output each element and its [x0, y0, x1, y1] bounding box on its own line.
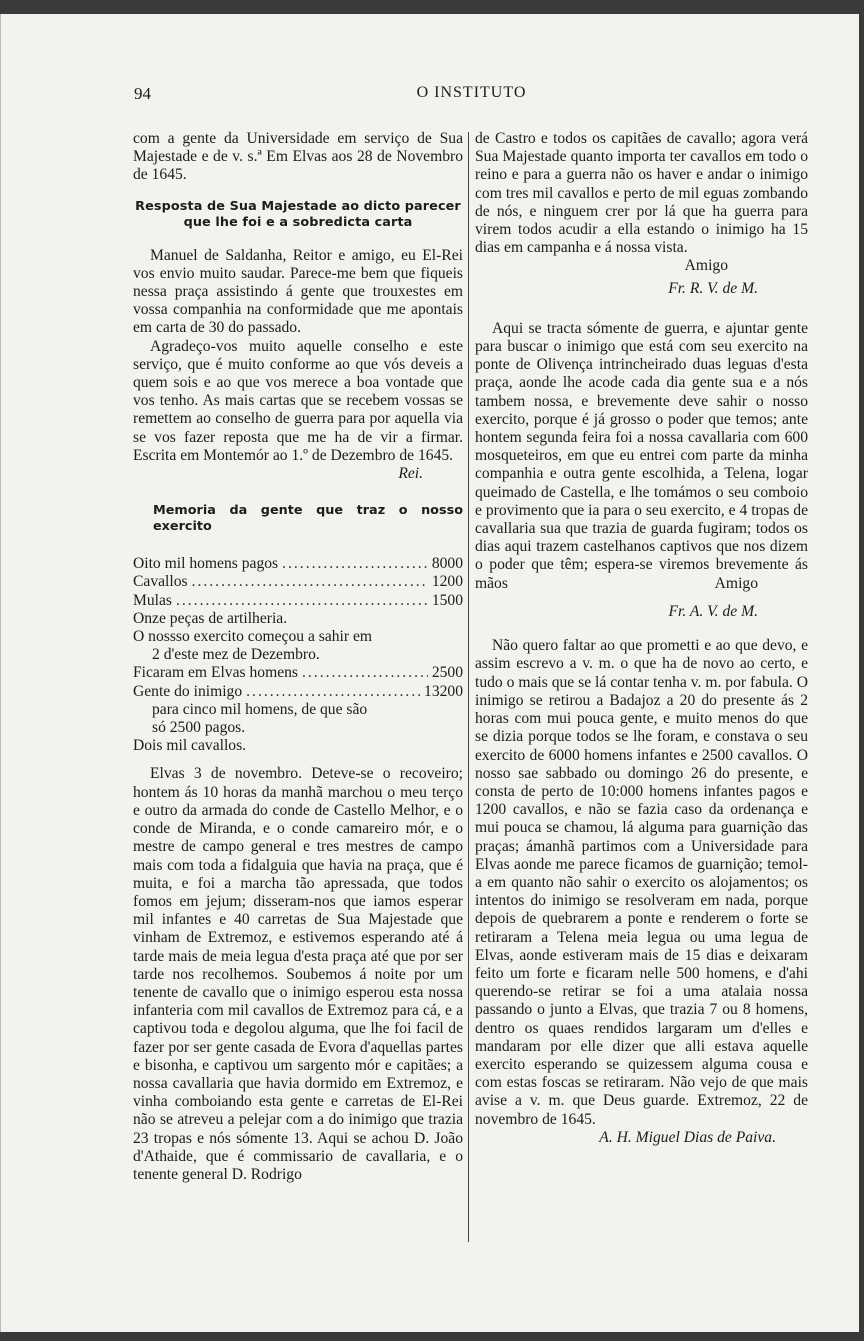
section-heading-resposta — [133, 199, 463, 231]
memoria-list — [133, 555, 463, 755]
paragraph: Aqui se tracta sómente de guerra, e ajuntar gente para buscar o inimigo que está com seu exercito na ponte de Olivença intrincheirado duas leguas d'esta praça, aonde lhe acode cada dia gente sua e a nós tambem nossa, e brevemente deve sahir o nosso exercito, porque é já grosso o poder que temos; ante hontem segunda feira foi a nossa cavallaria com 600 mosqueteiros, em que eu entrei com parte da minha companhia e outra gente escolhida, a Telena, logar queimado de Castella, e lhe tomámos o seu comboio e provimento que ia para o seu exercito, e 4 tropas de cavallaria sua que trazia de guarda fugiram; todos os dias aqui trazem castelhanos captivos que nos dizem o poder que têm; espera-se viremos brevemente ás mãos — [475, 319, 808, 592]
section-heading-line: que lhe foi e a sobredicta carta — [183, 214, 413, 230]
paragraph: Manuel de Saldanha, Reitor e amigo, eu El-Rei vos envio muito saudar. Parece-me bem que fiqueis nessa praça assistindo á gente que trouxestes em vossa companhia na conformidade que me apontais em carta de 30 do passado. — [133, 246, 463, 337]
list-label: Gente do inimigo — [133, 682, 243, 700]
page-number: 94 — [134, 84, 151, 103]
list-item — [133, 664, 463, 682]
list-line: O nossso exercito começou a sahir em — [133, 628, 373, 646]
closing-amigo: Amigo — [714, 574, 758, 592]
closing-amigo: Amigo — [684, 257, 728, 275]
leader-dots — [246, 683, 420, 701]
leader-dots — [176, 592, 428, 610]
right-column — [475, 130, 808, 1147]
list-line: Onze peças de artilheria. — [133, 609, 288, 627]
section-heading-memoria: Memoria da gente que traz o nosso exercito — [153, 503, 463, 535]
list-label: Mulas — [133, 591, 172, 609]
list-line: 2 d'este mez de Dezembro. — [152, 646, 320, 664]
leader-dots — [282, 555, 428, 573]
list-line: Dois mil cavallos. — [133, 737, 247, 755]
paragraph: Não quero faltar ao que prometti e ao que devo, e assim escrevo a v. m. o que ha de novo ao certo, e tudo o mais que se lá contar tenha v. m. por fabula. O inimigo se retirou a Badajoz a 20 do presente ás 2 horas com mui pouca gente, e muito menos do que se dizia porque todos se lhe foram, e constava o seu exercito de 6000 homens infantes e 2500 cavallos. O nosso sae sabbado ou domingo 26 do presente, e consta de perto de 10:000 homens infantes pagos e 1200 cavallos, e não se fazia caso da ordenança e mui pouca se chamou, lá alguma para guarnição das praças; ámanhã partimos com a Universidade para Elvas aonde me parece ficamos de guarnição; temol-a em quanto não sahir o exercito os alojamentos; os intentos do inimigo se resolveram em nada, porque depois de quebrarem a ponte e renderem o forte se retiraram a Telena meia legua ou uma legua de Elvas, aonde estiveram mais de 15 dias e deixaram feito um forte e ficaram nelle 500 homens, e d'ahi querendo-se retirar se foi a uma atalaia nossa passando o junto a Elvas, que trazia 7 ou 8 homens, dentro os quaes rendidos largaram um d'elles e mandaram por elle dizer que alli estava aquelle exercito esperando se quizessem alguma cousa e com estas foscas se retiraram. Não vejo de que mais avise a v. m. que Deus guarde. Extremoz, 22 de novembro de 1645. — [475, 637, 808, 1128]
paragraph: Elvas 3 de novembro. Deteve-se o recoveiro; hontem ás 10 horas da manhã marchou o meu terço e outro da armada do conde de Castello Melhor, e o conde de Miranda, e o conde camareiro mór, e o mestre de campo general e tres mestres de campo mais com toda a fidalguia que havia na praça, que é muita, e foi a marcha tão apressada, que todos fomos em jejum; disseram-nos que iamos esperar mil infantes e 40 carretas de Sua Majestade que vinham de Extremoz, e estivemos esperando até á tarde mais de meia legua d'esta praça até que por ser tarde nos recolhemos. Soubemos á noite por um tenente de cavallo que o inimigo esperou esta nossa infanteria com mil cavallos de Extremoz para cá, e a captivou toda e degolou alguma, que lhe foi facil de fazer por ser gente casada de Evora d'aquellas partes e bisonha, e captivou um sargento mór e capitães; a nossa cavallaria que havia dormido em Extremoz, e vinha comboiando esta gente e carretas de El-Rei não se atreveu a pelejar com a do inimigo que trazia 23 tropas e nós sómente 13. Aqui se achou D. João d'Athaide, que é commissario de cavallaria, e o tenente general D. Rodrigo — [133, 765, 463, 1183]
list-label: Cavallos — [133, 573, 188, 591]
letter-closing-paragraph: com a gente da Universidade em serviço de Sua Majestade e de v. s.ª Em Elvas aos 28 de Novembro de 1645. — [133, 130, 463, 184]
paragraph: Agradeço-vos muito aquelle conselho e este serviço, que é muito conforme ao que vós deveis a quem sois e ao que vos merece a boa vontade que vos tenho. As mais cartas que se recebem vossas se remettem ao conselho de guerra para por aquella via se vos fazer reposta que me ha de vir a firmar. Escrita em Montemór ao 1.º de Dezembro de 1645. — [133, 337, 463, 464]
list-item — [133, 683, 463, 701]
leader-dots — [192, 573, 428, 591]
list-item — [133, 592, 463, 610]
list-label: Ficaram em Elvas homens — [133, 664, 298, 682]
signature-rei: Rei. — [398, 465, 423, 483]
signature: A. H. Miguel Dias de Paiva. — [599, 1128, 776, 1146]
list-item — [133, 555, 463, 573]
list-value: 13200 — [424, 682, 463, 700]
paragraph: de Castro e todos os capitães de cavallo; agora verá Sua Majestade quanto importa ter cavallos em todo o reino e para a guerra não os haver e andar o inimigo com tres mil cavallos e perto de mil eguas zombando de nós, e ninguem crer por lá que ha guerra para virem todos acudir a ella estando o inimigo ha 15 dias em campanha e á nossa vista. — [475, 130, 808, 257]
list-value: 8000 — [431, 555, 463, 573]
list-line: só 2500 pagos. — [152, 719, 246, 737]
list-value: 1500 — [431, 591, 463, 609]
left-column — [133, 130, 463, 1184]
leader-dots — [302, 664, 428, 682]
signature: Fr. A. V. de M. — [668, 603, 758, 621]
section-heading-line: Resposta de Sua Majestade ao dicto parecer — [135, 198, 461, 214]
running-title: O INSTITUTO — [416, 84, 527, 101]
list-line: para cinco mil homens, de que são — [152, 700, 368, 718]
signature: Fr. R. V. de M. — [668, 279, 758, 297]
list-item — [133, 573, 463, 591]
list-value: 2500 — [431, 664, 463, 682]
column-divider — [468, 132, 469, 1242]
page-header — [134, 84, 809, 110]
list-value: 1200 — [431, 573, 463, 591]
list-label: Oito mil homens pagos — [133, 555, 279, 573]
